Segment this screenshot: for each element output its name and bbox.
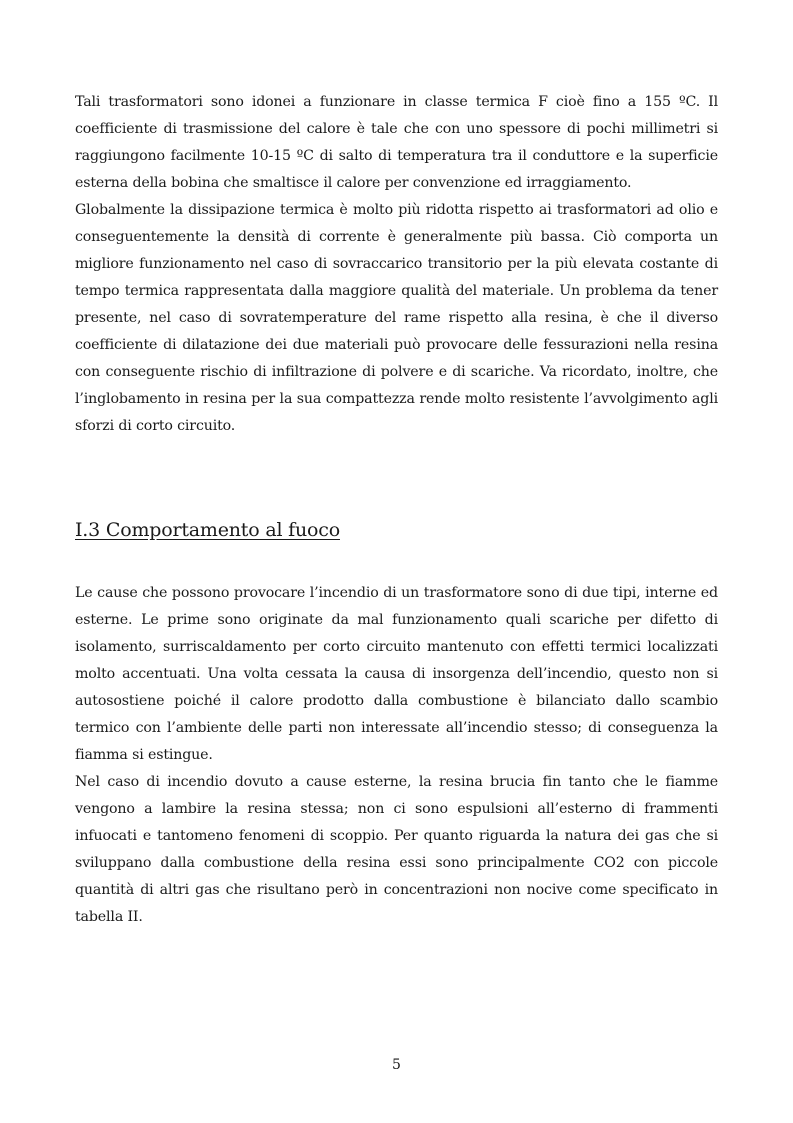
paragraph-thermal-dissipation: Globalmente la dissipazione termica è molto più ridotta rispetto ai trasformatori ad olio e conseguentemente la densità di corrente è generalmente più bassa. Ciò comporta un migliore funzionamento nel caso di sovraccarico transitorio per la più elevata costante di tempo termica rappresentata dalla maggiore qualità del materiale. Un problema da tener presente, nel caso di sovratemperature del rame rispetto alla resina, è che il diverso coefficiente di dilatazione dei due materiali può provocare delle fessurazioni nella resina con conseguente rischio di infiltrazione di polvere e di scariche. Va ricordato, inoltre, che l’inglobamento in resina per la sua compattezza rende molto resistente l’avvolgimento agli sforzi di corto circuito. bbox=[75, 202, 718, 434]
paragraph-thermal-class: Tali trasformatori sono idonei a funzionare in classe termica F cioè fino a 155 ºC. Il coefficiente di trasmissione del calore è tale che con uno spessore di pochi millimetri si raggiungono facilmente 10-15 ºC di salto di temperatura tra il conduttore e la superficie esterna della bobina che smaltisce il calore per convenzione ed irraggiamento. bbox=[75, 94, 718, 191]
section-body-thermal bbox=[75, 89, 718, 440]
page-number: 5 bbox=[392, 1057, 401, 1073]
paragraph-fire-causes: Le cause che possono provocare l’incendio di un trasformatore sono di due tipi, interne ed esterne. Le prime sono originate da mal funzionamento quali scariche per difetto di isolamento, surriscaldamento per corto circuito mantenuto con effetti termici localizzati molto accentuati. Una volta cessata la causa di insorgenza dell’incendio, questo non si autosostiene poiché il calore prodotto dalla combustione è bilanciato dallo scambio termico con l’ambiente delle parti non interessate all’incendio stesso; di conseguenza la fiamma si estingue. bbox=[75, 585, 718, 763]
section-heading: I.3 Comportamento al fuoco bbox=[75, 519, 340, 541]
section-body-fire bbox=[75, 580, 718, 931]
paragraph-fire-external: Nel caso di incendio dovuto a cause esterne, la resina brucia fin tanto che le fiamme vengono a lambire la resina stessa; non ci sono espulsioni all’esterno di frammenti infuocati e tantomeno fenomeni di scoppio. Per quanto riguarda la natura dei gas che si sviluppano dalla combustione della resina essi sono principalmente CO2 con piccole quantità di altri gas che risultano però in concentrazioni non nocive come specificato in tabella II. bbox=[75, 774, 718, 925]
